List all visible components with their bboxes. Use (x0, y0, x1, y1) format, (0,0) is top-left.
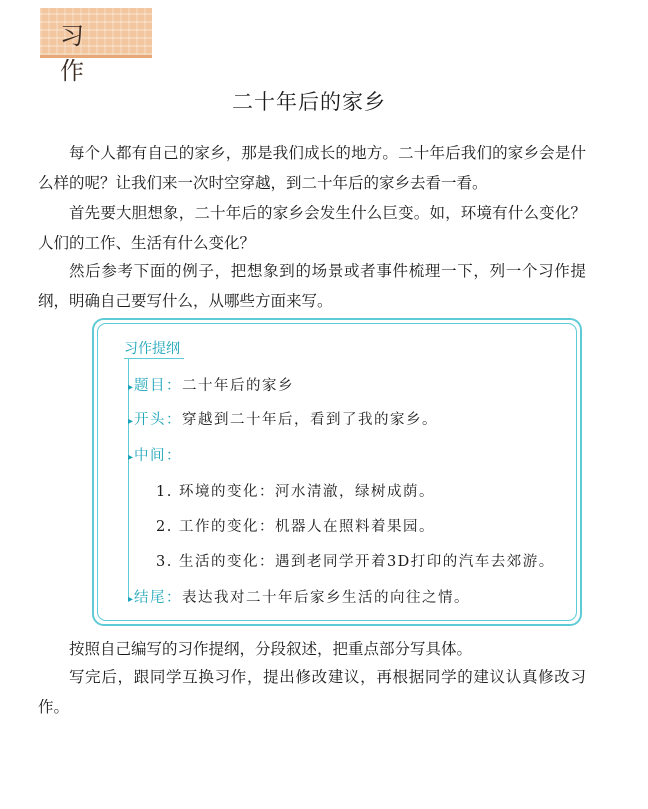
paragraph-imagine: 首先要大胆想象，二十年后的家乡会发生什么巨变。如，环境有什么变化？人们的工作、生活有什么变化？ (38, 204, 586, 252)
section-banner (40, 8, 152, 85)
outline-middle-label: 中间： (134, 448, 183, 464)
paragraph-instructions: 然后参考下面的例子，把想象到的场景或者事件梳理一下，列一个习作提纲，明确自己要写什么，从哪些方面来写。 (38, 262, 586, 310)
outline-middle-item: 1. 环境的变化：河水清澈，绿树成荫。 (156, 484, 435, 500)
outline-middle-item: 2. 工作的变化：机器人在照料着果园。 (156, 519, 435, 535)
outline-opening (128, 408, 438, 429)
arrow-right-icon: ▸ (128, 416, 134, 427)
outline-opening-label: 开头： (134, 412, 183, 428)
outline-heading-underline (124, 358, 184, 359)
outline-ending (128, 586, 470, 607)
outline-heading: 习作提纲 (124, 341, 180, 357)
arrow-right-icon: ▸ (128, 382, 134, 393)
outline-opening-value: 穿越到二十年后，看到了我的家乡。 (182, 412, 439, 428)
arrow-right-icon: ▸ (128, 452, 134, 463)
section-banner-label: 习 作 (60, 22, 108, 85)
outline-topic-value: 二十年后的家乡 (182, 378, 295, 394)
paragraph-revise: 写完后，跟同学互换习作，提出修改建议，再根据同学的建议认真修改习作。 (38, 668, 586, 716)
outline-middle (128, 444, 182, 465)
outline-middle-item: 3. 生活的变化：遇到老同学开着3D打印的汽车去郊游。 (156, 554, 555, 570)
arrow-right-icon: ▸ (128, 594, 134, 605)
outline-topic (128, 374, 294, 395)
writing-outline-box (92, 318, 582, 626)
paragraph-intro: 每个人都有自己的家乡，那是我们成长的地方。二十年后我们的家乡会是什么样的呢？让我们来一次时空穿越，到二十年后的家乡去看一看。 (38, 144, 586, 192)
page-title: 二十年后的家乡 (232, 90, 386, 114)
outline-topic-label: 题目： (134, 378, 183, 394)
outline-ending-label: 结尾： (134, 590, 183, 606)
outline-ending-value: 表达我对二十年后家乡生活的向往之情。 (182, 590, 471, 606)
paragraph-write: 按照自己编写的习作提纲，分段叙述，把重点部分写具体。 (69, 640, 473, 658)
